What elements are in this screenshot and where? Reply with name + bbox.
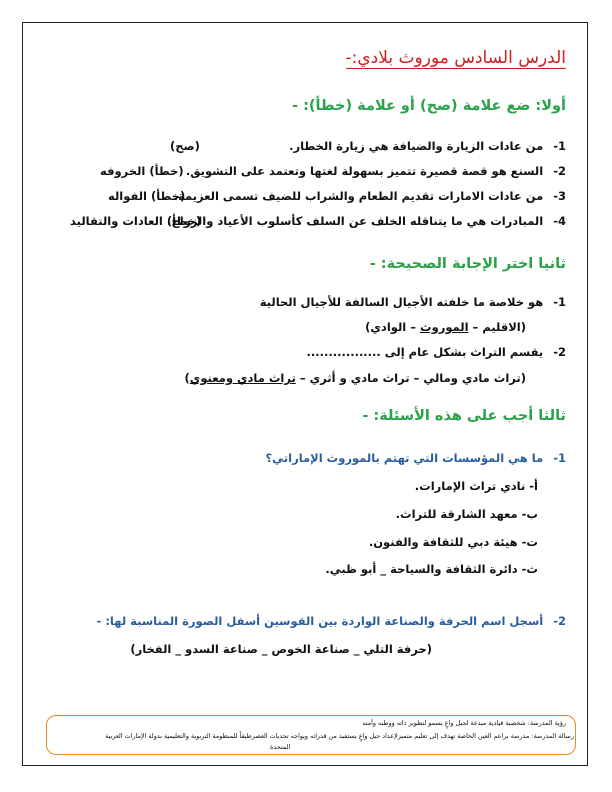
school-mission-end: المتحدة bbox=[270, 743, 291, 751]
s1-item-2 bbox=[186, 164, 566, 178]
s2-q2-opt-b: تراث مادي ومعنوي bbox=[189, 371, 296, 385]
s2-q2-opt-c: ) bbox=[184, 371, 190, 385]
s2-q1 bbox=[260, 295, 566, 309]
s1-item-3-answer: (خطأ) الفواله bbox=[108, 189, 186, 203]
s2-q2-opt-a: (تراث مادي ومالي – تراث مادي و أثري – bbox=[299, 371, 526, 385]
s2-q1-opt-a: (الاقليم – bbox=[472, 320, 526, 334]
s1-item-1-answer: (صح) bbox=[170, 139, 200, 153]
s3-answer-1: أ- نادي تراث الإمارات. bbox=[414, 479, 538, 493]
s3-q1-num: 1- bbox=[553, 451, 566, 465]
s1-item-1 bbox=[289, 139, 566, 153]
s1-item-1-num: 1- bbox=[553, 139, 566, 153]
s2-q1-text: هو خلاصة ما خلفته الأجيال السالفة للأجيال الحالية bbox=[259, 295, 544, 309]
s3-q2 bbox=[97, 614, 566, 628]
section2-heading: ثانيا اختر الإجابة الصحيحة: - bbox=[369, 256, 566, 272]
s2-q1-num: 1- bbox=[553, 295, 566, 309]
s3-q2-num: 2- bbox=[553, 614, 566, 628]
s3-q1 bbox=[266, 451, 566, 465]
s1-item-2-text: السنع هو قصة قصيرة تتميز بسهولة لغتها وتعتمد على التشويق. bbox=[185, 164, 544, 178]
s1-item-1-text: من عادات الزيارة والضيافة هي زيارة الخطار. bbox=[289, 139, 544, 153]
school-mission: رسالة المدرسة: مدرسة براعم العين الخاصة تهدف إلى تعليم متميزلإعداد جيل واعٍ يستفيد من قدراته ويواجه تحديات العصرطبقاً للمنظومة التربوية والتعليمية بدولة الإمارات العربية bbox=[105, 732, 574, 740]
s2-q1-opt-c: – الوادي) bbox=[365, 320, 416, 334]
s1-item-3-num: 3- bbox=[553, 189, 566, 203]
s2-q2-options bbox=[185, 371, 526, 385]
s3-answer-2: ب- معهد الشارقة للتراث. bbox=[395, 507, 538, 521]
s2-q1-opt-b: الموروث bbox=[420, 320, 469, 334]
s1-item-4-answer: (خطأ) العادات والتقاليد bbox=[70, 214, 202, 228]
s2-q2-text: يقسم التراث بشكل عام إلى ................. bbox=[306, 345, 544, 359]
s3-answer-4: ث- دائرة الثقافة والسياحة _ أبو ظبي. bbox=[325, 562, 538, 576]
section1-heading: أولا: ضع علامة (صح) أو علامة (خطأ): - bbox=[292, 98, 566, 114]
school-vision: رؤية المدرسة: شخصية قيادية مبدعة لجيل واعٍ يسمو لتطوير ذاته ووطنه وأمته bbox=[362, 719, 566, 727]
s1-item-4-num: 4- bbox=[553, 214, 566, 228]
s2-q1-options bbox=[365, 320, 526, 334]
s3-answer-3: ت- هيئة دبي للثقافة والفنون. bbox=[368, 535, 538, 549]
s1-item-3-text: من عادات الامارات تقديم الطعام والشراب للضيف تسمى العزيمة. bbox=[173, 189, 544, 203]
section3-heading: ثالثا أجب على هذه الأسئلة: - bbox=[362, 408, 566, 424]
s1-item-4 bbox=[167, 214, 566, 228]
s2-q2-num: 2- bbox=[553, 345, 566, 359]
s3-q2-options: (حرفة التلي _ صناعة الخوص _ صناعة السدو _ الفخار) bbox=[130, 642, 432, 656]
s1-item-2-answer: (خطأ) الخروفه bbox=[100, 164, 184, 178]
s2-q2 bbox=[307, 345, 566, 359]
s1-item-2-num: 2- bbox=[553, 164, 566, 178]
s3-q1-text: ما هي المؤسسات التي تهتم بالموروث الإماراتي؟ bbox=[265, 451, 544, 465]
s1-item-3 bbox=[174, 189, 566, 203]
lesson-title: الدرس السادس موروث بلادي:- bbox=[345, 48, 566, 68]
s3-q2-text: أسجل اسم الحرفة والصناعة الواردة بين القوسين أسفل الصورة المناسبة لها: - bbox=[96, 614, 544, 628]
s1-item-4-text: المبادرات هي ما يتناقله الخلف عن السلف كأسلوب الأعياد والزواج. bbox=[167, 214, 544, 228]
